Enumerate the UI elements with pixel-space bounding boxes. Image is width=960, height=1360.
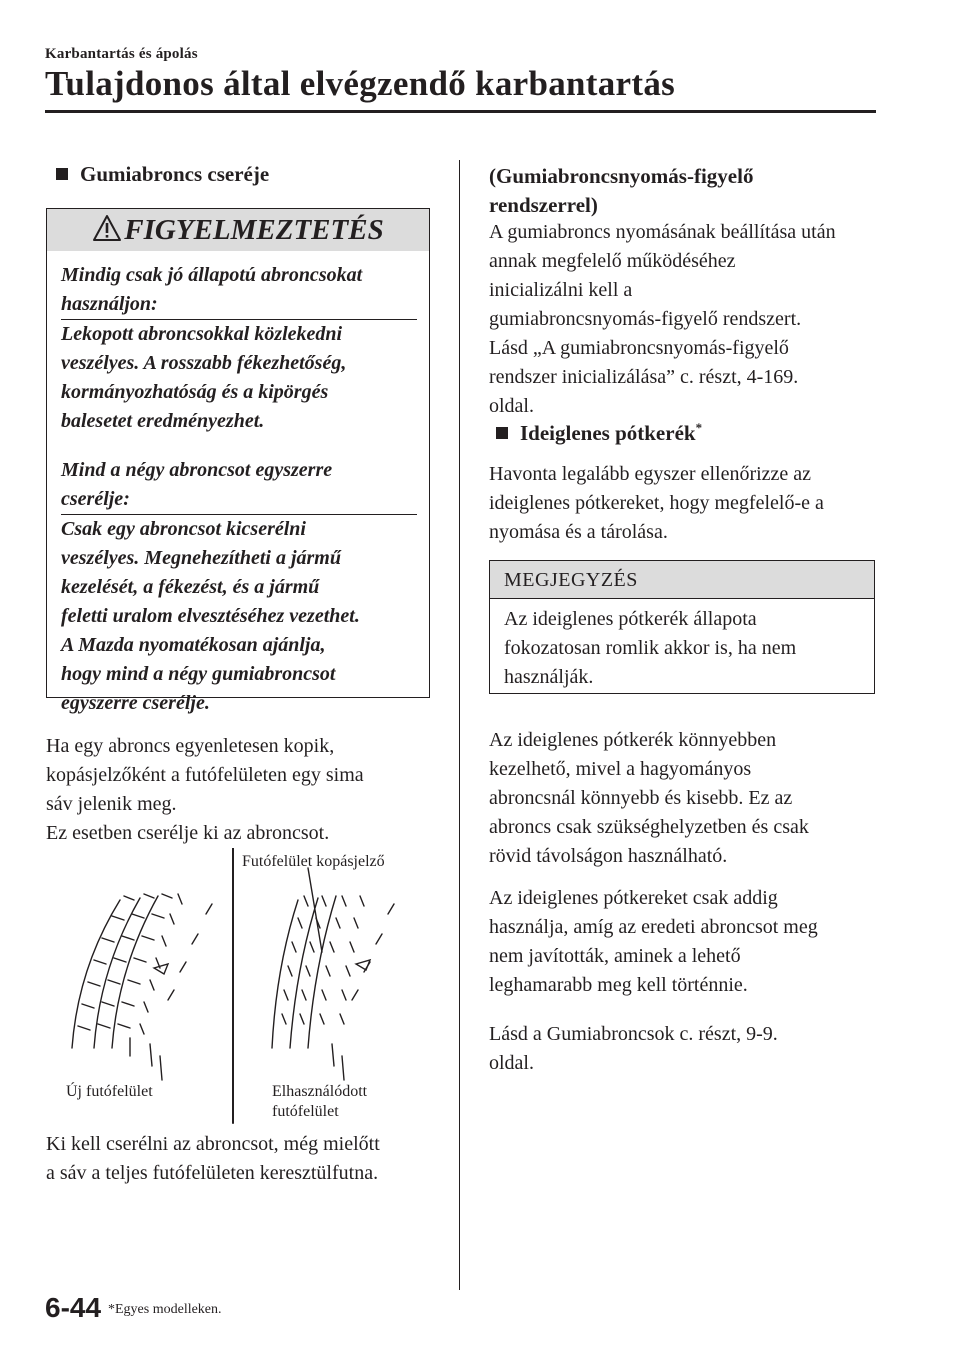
warning-subheading: Mind a négy abroncsot egyszerre cserélje: [61, 456, 417, 515]
bullet-square-icon [496, 427, 508, 439]
paragraph-see-tires: Lásd a Gumiabroncsok c. részt, 9-9. oldal. [489, 1023, 778, 1074]
paragraph-tpms: A gumiabroncs nyomásának beállítása után annak megfelelő működéséhez inicializálni kell a gumiabroncsnyomás-figyelő rendszert. Lásd „A gumiabroncsnyomás-figyelő rendszer inicializálása” c. részt, 4-169. oldal. [489, 221, 836, 417]
warning-triangle-icon [92, 214, 122, 242]
warning-text: Csak egy abroncsot kicserélni veszélyes. Megnehezítheti a jármű kezelését, a fékezést, és a jármű feletti uralom elvesztéséhez vezethet. A Mazda nyomatékosan ajánlja, hogy mind a négy gumiabroncsot egyszerre cserélje. [61, 518, 360, 714]
chapter-title: Tulajdonos által elvégzendő karbantartás [45, 64, 676, 103]
title-rule [45, 110, 876, 113]
label-wear-indicator: Futófelület kopásjelző [242, 853, 385, 870]
footnote: *Egyes modelleken. [108, 1302, 222, 1317]
heading-tpms: (Gumiabroncsnyomás-figyelő rendszerrel) [489, 164, 754, 217]
note-body: Az ideiglenes pótkerék állapota fokozatosan romlik akkor is, ha nem használják. [504, 608, 797, 688]
warning-body [61, 261, 421, 718]
paragraph-replace-before: Ki kell cserélni az abroncsot, még mielőtt a sáv a teljes futófelületen keresztülfutna. [46, 1133, 380, 1184]
note-header: MEGJEGYZÉS [490, 561, 874, 599]
warning-text: Lekopott abroncsokkal közlekedni veszélyes. A rosszabb fékezhetőség, kormányozhatóság és a kipörgés balesetet eredményezhet. [61, 323, 347, 432]
warning-box [46, 208, 430, 714]
paragraph-spare-handling: Az ideiglenes pótkerék könnyebben kezelhető, mivel a hagyományos abroncsnál könnyebb és kisebb. Ez az abroncs csak szükséghelyzetben és csak rövid távolságon használható. [489, 729, 809, 867]
page-number: 6-44 [45, 1292, 102, 1323]
bullet-square-icon [56, 168, 68, 180]
warning-subheading: Mindig csak jó állapotú abroncsokat használjon: [61, 261, 417, 320]
heading-tire-change: Gumiabroncs cseréje [56, 162, 269, 187]
label-worn-tread: Elhasználódott futófelület [272, 1083, 368, 1120]
note-box [489, 560, 875, 694]
paragraph-wear-band: Ha egy abroncs egyenletesen kopik, kopásjelzőként a futófelületen egy sima sáv jelenik meg. Ez esetben cserélje ki az abroncsot. [46, 735, 364, 844]
label-new-tread: Új futófelület [66, 1083, 153, 1100]
heading-spare-tire: Ideiglenes pótkerék* [496, 420, 702, 446]
warning-header: FIGYELMEZTETÉS [47, 209, 429, 251]
paragraph-spare-usage: Az ideiglenes pótkereket csak addig használja, amíg az eredeti abroncsot meg nem javították, aminek a lehető leghamarabb meg kell történnie. [489, 887, 818, 996]
paragraph-spare-check: Havonta legalább egyszer ellenőrizze az ideiglenes pótkereket, hogy megfelelő-e a nyomása és a tárolása. [489, 463, 824, 543]
section-label: Karbantartás és ápolás [45, 46, 198, 62]
column-divider [459, 160, 460, 1290]
